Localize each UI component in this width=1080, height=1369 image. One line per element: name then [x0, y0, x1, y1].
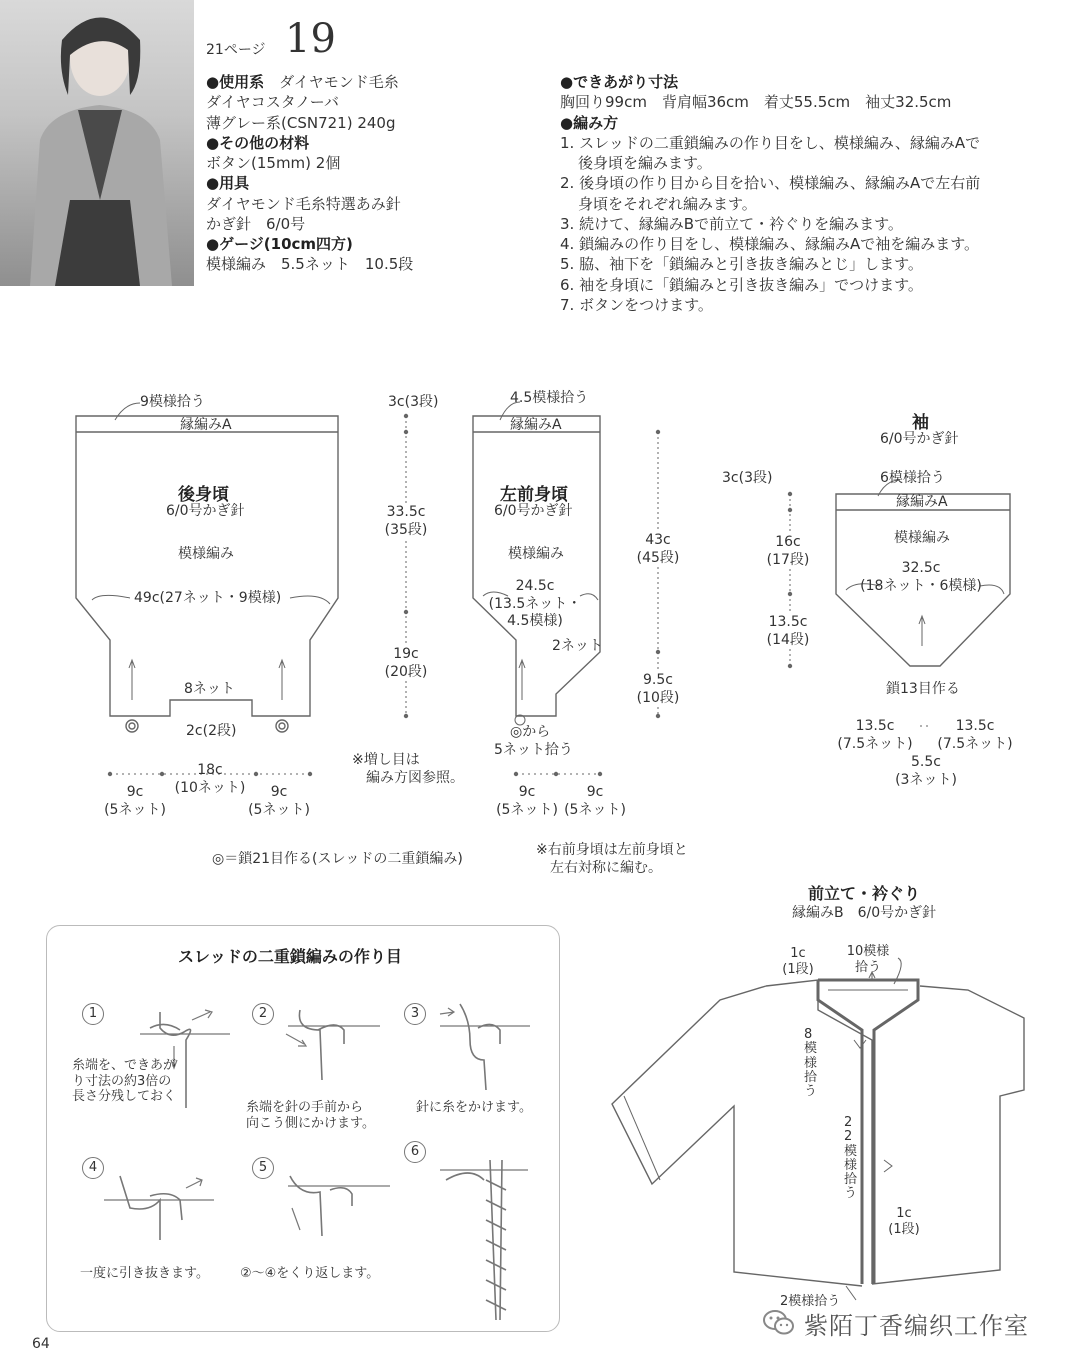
band-pick1-a: 10模様	[846, 944, 890, 959]
sleeve-dim-c1-net: (3ネット)	[895, 771, 957, 788]
band-pick1-b: 拾う	[854, 959, 881, 975]
front-dim-h2-c: 9.5c	[643, 672, 673, 688]
caption-1	[72, 1058, 176, 1105]
sleeve-dim-s2-net: (7.5ネット)	[937, 735, 1013, 752]
other-heading: ●その他の材料	[206, 133, 310, 152]
caption-1c: 長さ分残しておく	[72, 1089, 177, 1105]
back-dim-center-c: 18c	[197, 762, 223, 778]
ref-page: 21ページ	[206, 42, 266, 58]
panel-title: スレッドの二重鎖編みの作り目	[178, 947, 402, 966]
sleeve-dim-s1-net: (7.5ネット)	[837, 735, 913, 752]
method-step: 2. 後身頃の作り目から目を拾い、模様編み、縁編みAで左右前	[560, 174, 981, 193]
gauge-value: 模様編み 5.5ネット 10.5段	[206, 255, 414, 274]
tools-1: ダイヤモンド毛糸特選あみ針	[206, 194, 401, 213]
front-dim-2-net: (5ネット)	[564, 801, 626, 818]
front-title: 左前身頃	[500, 485, 568, 505]
sleeve-title: 袖	[912, 413, 929, 433]
back-stitch: 模様編み	[178, 546, 234, 562]
legend-note: ◎＝鎖21目作る(スレッドの二重鎖編み)	[212, 851, 463, 867]
pattern-number: 19	[285, 16, 336, 62]
sleeve-stitch: 模様編み	[894, 530, 950, 546]
sleeve-pickup: 6模様拾う	[880, 470, 945, 486]
other-item: ボタン(15mm) 2個	[206, 154, 341, 172]
band-a1-rows: (1段)	[782, 961, 814, 977]
yarn-heading: ●使用系	[206, 73, 265, 91]
front-width-net: (13.5ネット・	[488, 595, 582, 612]
method-step: 3. 続けて、縁編みBで前立て・衿ぐりを編みます。	[560, 214, 903, 233]
front-stitch: 模様編み	[508, 546, 564, 562]
step-number: 6	[404, 1141, 426, 1163]
sleeve-dim-top: 3c(3段)	[722, 470, 773, 486]
tools-heading: ●用具	[206, 174, 250, 193]
back-dim-left-net: (5ネット)	[104, 801, 166, 818]
back-width: 49c(27ネット・9模様)	[134, 590, 282, 606]
back-pickup: 9模様拾う	[140, 394, 205, 410]
back-dim-left-c: 9c	[126, 784, 144, 800]
caption-3: 針に糸をかけます。	[416, 1100, 532, 1115]
method-step: 5. 脇、袖下を「鎖編みと引き抜き編みとじ」します。	[560, 255, 923, 274]
front-dim-h1-c: 43c	[645, 532, 671, 548]
back-hook: 6/0号かぎ針	[166, 503, 245, 519]
back-dim-center-net: (10ネット)	[174, 779, 246, 796]
band-pick3: 22模様拾う	[844, 1115, 858, 1202]
finished-values: 胸回り99cm 背肩幅36cm 着丈55.5cm 袖丈32.5cm	[560, 93, 952, 112]
front-dim-1-net: (5ネット)	[496, 801, 558, 818]
front-edge: 縁編みA	[510, 417, 562, 433]
gauge-heading: ●ゲージ(10cm四方)	[206, 235, 353, 253]
front-net2: 2ネット	[552, 638, 603, 654]
caption-1a: 糸端を、できあが	[72, 1058, 177, 1073]
front-hook: 6/0号かぎ針	[494, 503, 573, 519]
front-dim-h2-rows: (10段)	[636, 689, 680, 706]
front-dim-h1-rows: (45段)	[636, 549, 680, 566]
back-dim-top: 3c(3段)	[388, 394, 439, 410]
mirror-note-2: 左右対称に編む。	[550, 859, 662, 876]
sleeve-dim-h2-rows: (14段)	[766, 631, 810, 648]
finished-heading: ●できあがり寸法	[560, 73, 679, 91]
sleeve-dim-s1-c: 13.5c	[855, 718, 895, 734]
increase-note-2: 編み方図参照。	[366, 769, 464, 786]
sleeve-width-c: 32.5c	[901, 560, 941, 576]
back-dim-mid-c: 33.5c	[386, 504, 426, 520]
yarn-name: ダイヤコスタノーバ	[206, 93, 340, 112]
band-sub: 縁編みB 6/0号かぎ針	[792, 905, 937, 921]
band-pick2: 8模様拾う	[804, 1027, 818, 1100]
yarn-color: 薄グレー系(CSN721) 240g	[206, 113, 396, 132]
front-from-1: ◎から	[510, 724, 551, 740]
front-pickup: 4.5模様拾う	[510, 390, 589, 406]
method-step: 身頃をそれぞれ編みます。	[578, 194, 757, 213]
sleeve-edge: 縁編みA	[896, 494, 948, 510]
band-pick4: 2模様拾う	[780, 1294, 841, 1309]
mirror-note-1: ※右前身頃は左前身頃と	[536, 842, 688, 858]
page-number: 64	[32, 1336, 50, 1352]
back-dim-right-c: 9c	[270, 784, 288, 800]
method-heading: ●編み方	[560, 113, 619, 132]
step-number: 2	[252, 1003, 274, 1025]
tools-2: かぎ針 6/0号	[206, 214, 306, 233]
sleeve-dim-h2-c: 13.5c	[768, 614, 808, 630]
step-number: 1	[82, 1003, 104, 1025]
caption-2b: 向こう側にかけます。	[246, 1115, 375, 1131]
back-dim-low-c: 19c	[393, 646, 419, 662]
caption-1b: り寸法の約3倍の	[72, 1073, 172, 1089]
sleeve-dim-c1-c: 5.5c	[911, 754, 941, 770]
back-dim-right-net: (5ネット)	[248, 801, 310, 818]
band-a1-c: 1c	[790, 946, 806, 961]
band-b1-c: 1c	[896, 1206, 912, 1221]
band-title: 前立て・衿ぐり	[808, 884, 921, 903]
back-dim-mid-rows: (35段)	[384, 521, 428, 538]
method-step: 7. ボタンをつけます。	[560, 295, 713, 314]
sleeve-dim-h1-rows: (17段)	[766, 551, 810, 568]
watermark: 紫陌丁香编织工作室	[804, 1312, 1029, 1340]
sleeve-dim-s2-c: 13.5c	[955, 718, 995, 734]
increase-note-1: ※増し目は	[352, 752, 420, 768]
method-step: 1. スレッドの二重鎖編みの作り目をし、模様編み、縁編みAで	[560, 133, 981, 152]
band-b1-rows: (1段)	[888, 1221, 920, 1237]
front-dim-1-c: 9c	[518, 784, 536, 800]
method-step: 4. 鎖編みの作り目をし、模様編み、縁編みAで袖を編みます。	[560, 235, 980, 253]
sleeve-width-net: (18ネット・6模様)	[860, 577, 982, 594]
back-bottom-c: 2c(2段)	[186, 723, 237, 739]
sleeve-chain: 鎖13目作る	[886, 681, 960, 697]
sleeve-dim-h1-c: 16c	[775, 534, 801, 550]
front-from-2: 5ネット拾う	[494, 741, 573, 758]
wechat-icon	[762, 1306, 796, 1340]
sleeve-hook: 6/0号かぎ針	[880, 431, 959, 447]
back-dim-low-rows: (20段)	[384, 663, 428, 680]
back-edge: 縁編みA	[180, 417, 232, 433]
front-dim-2-c: 9c	[586, 784, 604, 800]
front-width-c: 24.5c	[515, 578, 555, 594]
caption-2	[246, 1100, 375, 1131]
back-title: 後身頃	[178, 485, 229, 505]
back-bottom-net: 8ネット	[184, 681, 235, 697]
step-number: 4	[82, 1157, 104, 1179]
caption-5: ②～④をくり返します。	[240, 1266, 380, 1281]
caption-2a: 糸端を針の手前から	[246, 1100, 364, 1115]
step-number: 5	[252, 1157, 274, 1179]
method-step: 後身頃を編みます。	[578, 154, 712, 172]
caption-4: 一度に引き抜きます。	[80, 1266, 209, 1281]
yarn-brand: ダイヤモンド毛糸	[279, 73, 399, 91]
step-number: 3	[404, 1003, 426, 1025]
method-step: 6. 袖を身頃に「鎖編みと引き抜き編み」でつけます。	[560, 275, 923, 294]
front-width-pattern: 4.5模様)	[507, 613, 563, 629]
